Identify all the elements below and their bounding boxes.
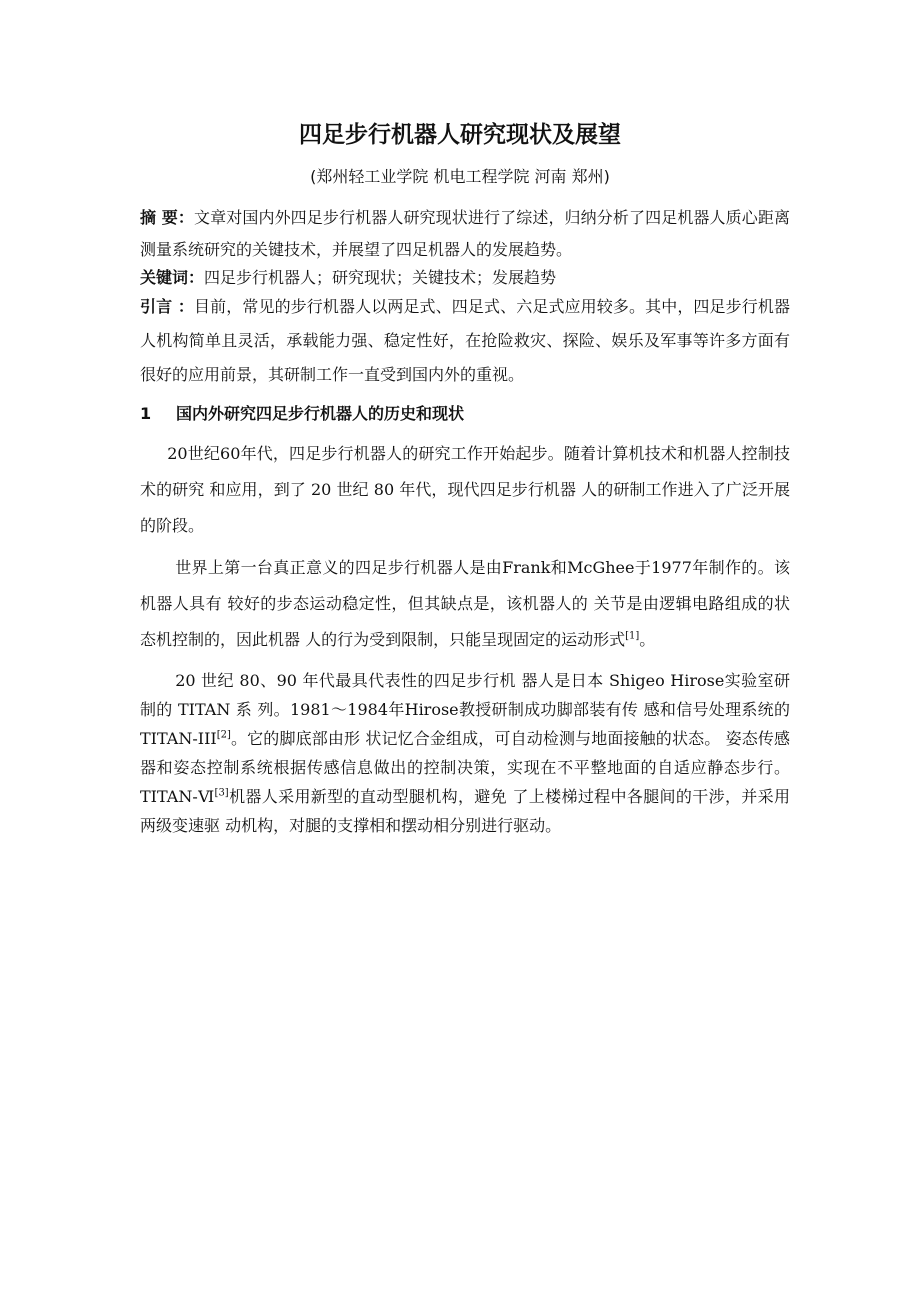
paragraph-2-tail: 。: [639, 630, 656, 649]
citation-3: [3]: [214, 787, 229, 799]
paragraph-2-text: 世界上第一台真正意义的四足步行机器人是由Frank和McGhee于1977年制作的。该机器人具有 较好的步态运动稳定性，但其缺点是，该机器人的 关节是由逻辑电路组成的状态机控制的，因此机器 人的行为受到限制，只能呈现固定的运动形式: [140, 558, 790, 649]
intro-label: 引言 ：: [140, 297, 195, 316]
paragraph-3-text-b: 。它的脚底部由形 状记忆合金组成，可自动检测与地面接触的状态。 姿态传感器和姿态控制系统根据传感信息做出的控制决策，实现在不平整地面的自适应静态步行。 TITAN-Ⅵ: [140, 729, 790, 806]
paragraph-1: 20世纪60年代，四足步行机器人的研究工作开始起步。随着计算机技术和机器人控制技术的研究 和应用，到了 20 世纪 80 年代，现代四足步行机器 人的研制工作进入了广泛开展的阶段。: [140, 444, 790, 535]
paragraph-2: [140, 550, 790, 658]
paragraph-3-text-a: 20 世纪 80、90 年代最具代表性的四足步行机 器人是日本 Shigeo Hirose实验室研制的 TITAN 系 列。1981～1984年Hirose教授研制成功脚部装有传 感和信号处理系统的TITAN-III: [140, 671, 790, 748]
keywords-label: 关键词：: [140, 268, 205, 287]
abstract-label: 摘 要：: [140, 208, 195, 227]
paragraph-3-text-c: 机器人采用新型的直动型腿机构，避免 了上楼梯过程中各腿间的干涉，并采用两级变速驱 动机构，对腿的支撑相和摆动相分别进行驱动。: [140, 787, 790, 835]
author-affiliation: (郑州轻工业学院 机电工程学院 河南 郑州): [310, 167, 610, 186]
introduction: [140, 290, 790, 392]
intro-text: 目前，常见的步行机器人以两足式、四足式、六足式应用较多。其中，四足步行机器人机构简单且灵活，承载能力强、稳定性好，在抢险救灾、探险、娱乐及军事等许多方面有很好的应用前景，其研制工作一直受到国内外的重视。: [140, 297, 790, 384]
citation-2: [2]: [216, 729, 231, 741]
citation-1: [1]: [625, 630, 640, 642]
paragraph-3: [140, 666, 790, 840]
keywords: [140, 266, 790, 290]
abstract-text: 文章对国内外四足步行机器人研究现状进行了综述，归纳分析了四足机器人质心距离测量系统研究的关键技术，并展望了四足机器人的发展趋势。: [140, 208, 790, 259]
document-title: 四足步行机器人研究现状及展望: [299, 122, 621, 148]
section1-body: [140, 436, 790, 840]
section-title: 国内外研究四足步行机器人的历史和现状: [176, 404, 465, 423]
section-heading: [140, 400, 790, 428]
section-number: 1: [140, 404, 152, 423]
keywords-text: 四足步行机器人；研究现状；关键技术；发展趋势: [204, 268, 557, 287]
abstract: [140, 202, 790, 266]
